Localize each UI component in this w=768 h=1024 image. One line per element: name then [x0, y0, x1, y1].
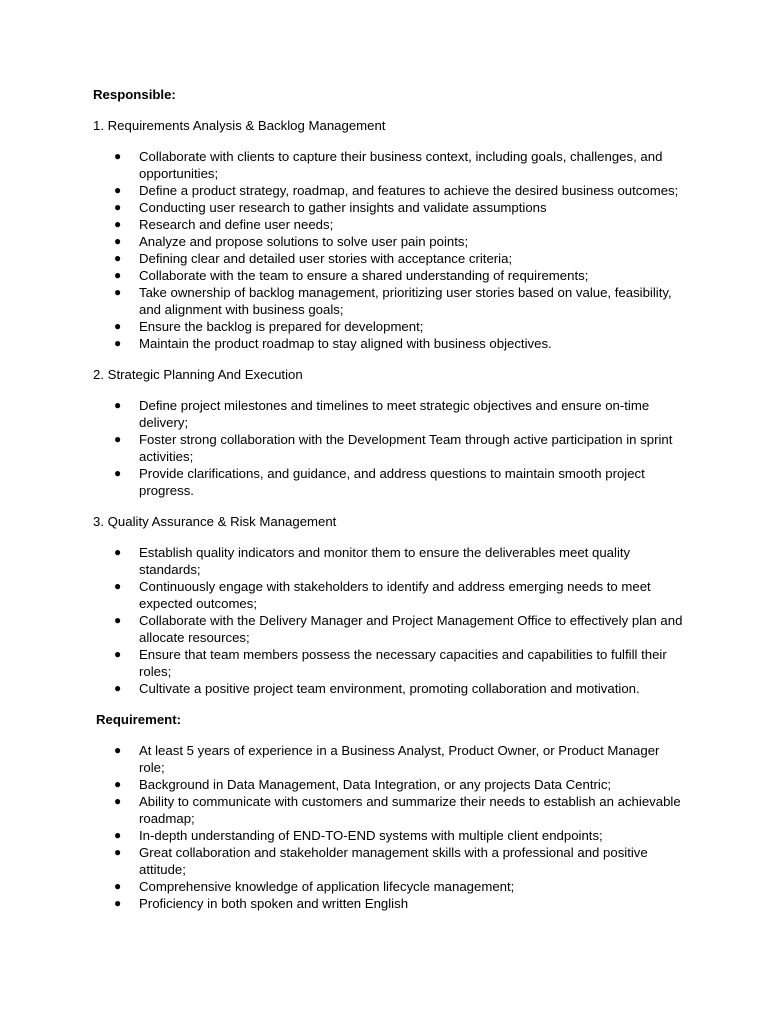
list-item: ● Background in Data Management, Data Integration, or any projects Data Centric; — [114, 777, 612, 792]
bullet-icon: ● — [114, 234, 122, 248]
list-item: ● Define project milestones and timelines to meet strategic objectives and ensure on-time delivery; — [114, 398, 650, 430]
list-item: ● Collaborate with the team to ensure a shared understanding of requirements; — [114, 268, 589, 283]
list-item: ● Maintain the product roadmap to stay aligned with business objectives. — [114, 336, 552, 351]
list-item: ● Comprehensive knowledge of application lifecycle management; — [114, 879, 515, 894]
list-item: ● Defining clear and detailed user stories with acceptance criteria; — [114, 251, 513, 266]
section-title-strategic-planning: 2. Strategic Planning And Execution — [93, 367, 303, 382]
list-item: ● Ensure the backlog is prepared for development; — [114, 319, 424, 334]
bullet-icon: ● — [114, 149, 122, 163]
list-item: ● Take ownership of backlog management, prioritizing user stories based on value, feasibility, and alignment with business goals; — [114, 285, 672, 317]
bullet-icon: ● — [114, 743, 122, 757]
bullet-icon: ● — [114, 251, 122, 265]
bullet-icon: ● — [114, 466, 122, 480]
bullet-icon: ● — [114, 579, 122, 593]
list-item: ● In-depth understanding of END-TO-END systems with multiple client endpoints; — [114, 828, 603, 843]
bullet-icon: ● — [114, 647, 122, 661]
bullet-icon: ● — [114, 845, 122, 859]
bullet-icon: ● — [114, 613, 122, 627]
bullet-icon: ● — [114, 681, 122, 695]
list-item: ● Provide clarifications, and guidance, and address questions to maintain smooth project progress. — [114, 466, 645, 498]
bullet-icon: ● — [114, 285, 122, 299]
bullet-icon: ● — [114, 183, 122, 197]
strategic-planning-list — [93, 397, 683, 499]
list-item: ● At least 5 years of experience in a Business Analyst, Product Owner, or Product Manager role; — [114, 743, 660, 775]
list-item: ● Proficiency in both spoken and written English — [114, 896, 409, 911]
list-item: ● Cultivate a positive project team environment, promoting collaboration and motivation. — [114, 681, 640, 696]
bullet-icon: ● — [114, 896, 122, 910]
bullet-icon: ● — [114, 268, 122, 282]
list-item: ● Conducting user research to gather insights and validate assumptions — [114, 200, 547, 215]
bullet-icon: ● — [114, 336, 122, 350]
bullet-icon: ● — [114, 200, 122, 214]
list-item: ● Ability to communicate with customers and summarize their needs to establish an achievable roadmap; — [114, 794, 681, 826]
bullet-icon: ● — [114, 432, 122, 446]
bullet-icon: ● — [114, 879, 122, 893]
list-item: ● Define a product strategy, roadmap, and features to achieve the desired business outcomes; — [114, 183, 679, 198]
responsible-heading: Responsible: — [93, 87, 176, 102]
list-item: ● Collaborate with the Delivery Manager and Project Management Office to effectively plan and allocate resources; — [114, 613, 683, 645]
list-item: ● Great collaboration and stakeholder management skills with a professional and positive attitude; — [114, 845, 648, 877]
section-title-quality-assurance: 3. Quality Assurance & Risk Management — [93, 514, 337, 529]
list-item: ● Foster strong collaboration with the Development Team through active participation in sprint activities; — [114, 432, 673, 464]
list-item: ● Continuously engage with stakeholders to identify and address emerging needs to meet expected outcomes; — [114, 579, 651, 611]
list-item: ● Collaborate with clients to capture their business context, including goals, challenges, and opportunities; — [114, 149, 663, 181]
requirements-analysis-list — [93, 148, 683, 352]
bullet-icon: ● — [114, 794, 122, 808]
bullet-icon: ● — [114, 319, 122, 333]
document-page — [93, 86, 683, 912]
list-item: ● Establish quality indicators and monitor them to ensure the deliverables meet quality standards; — [114, 545, 631, 577]
list-item: ● Analyze and propose solutions to solve user pain points; — [114, 234, 469, 249]
section-title-requirements-analysis: 1. Requirements Analysis & Backlog Management — [93, 118, 386, 133]
requirement-list — [93, 742, 683, 912]
bullet-icon: ● — [114, 777, 122, 791]
bullet-icon: ● — [114, 217, 122, 231]
requirement-heading: Requirement: — [96, 712, 181, 727]
bullet-icon: ● — [114, 398, 122, 412]
list-item: ● Ensure that team members possess the necessary capacities and capabilities to fulfill their roles; — [114, 647, 667, 679]
bullet-icon: ● — [114, 828, 122, 842]
bullet-icon: ● — [114, 545, 122, 559]
list-item: ● Research and define user needs; — [114, 217, 334, 232]
quality-assurance-list — [93, 544, 683, 697]
